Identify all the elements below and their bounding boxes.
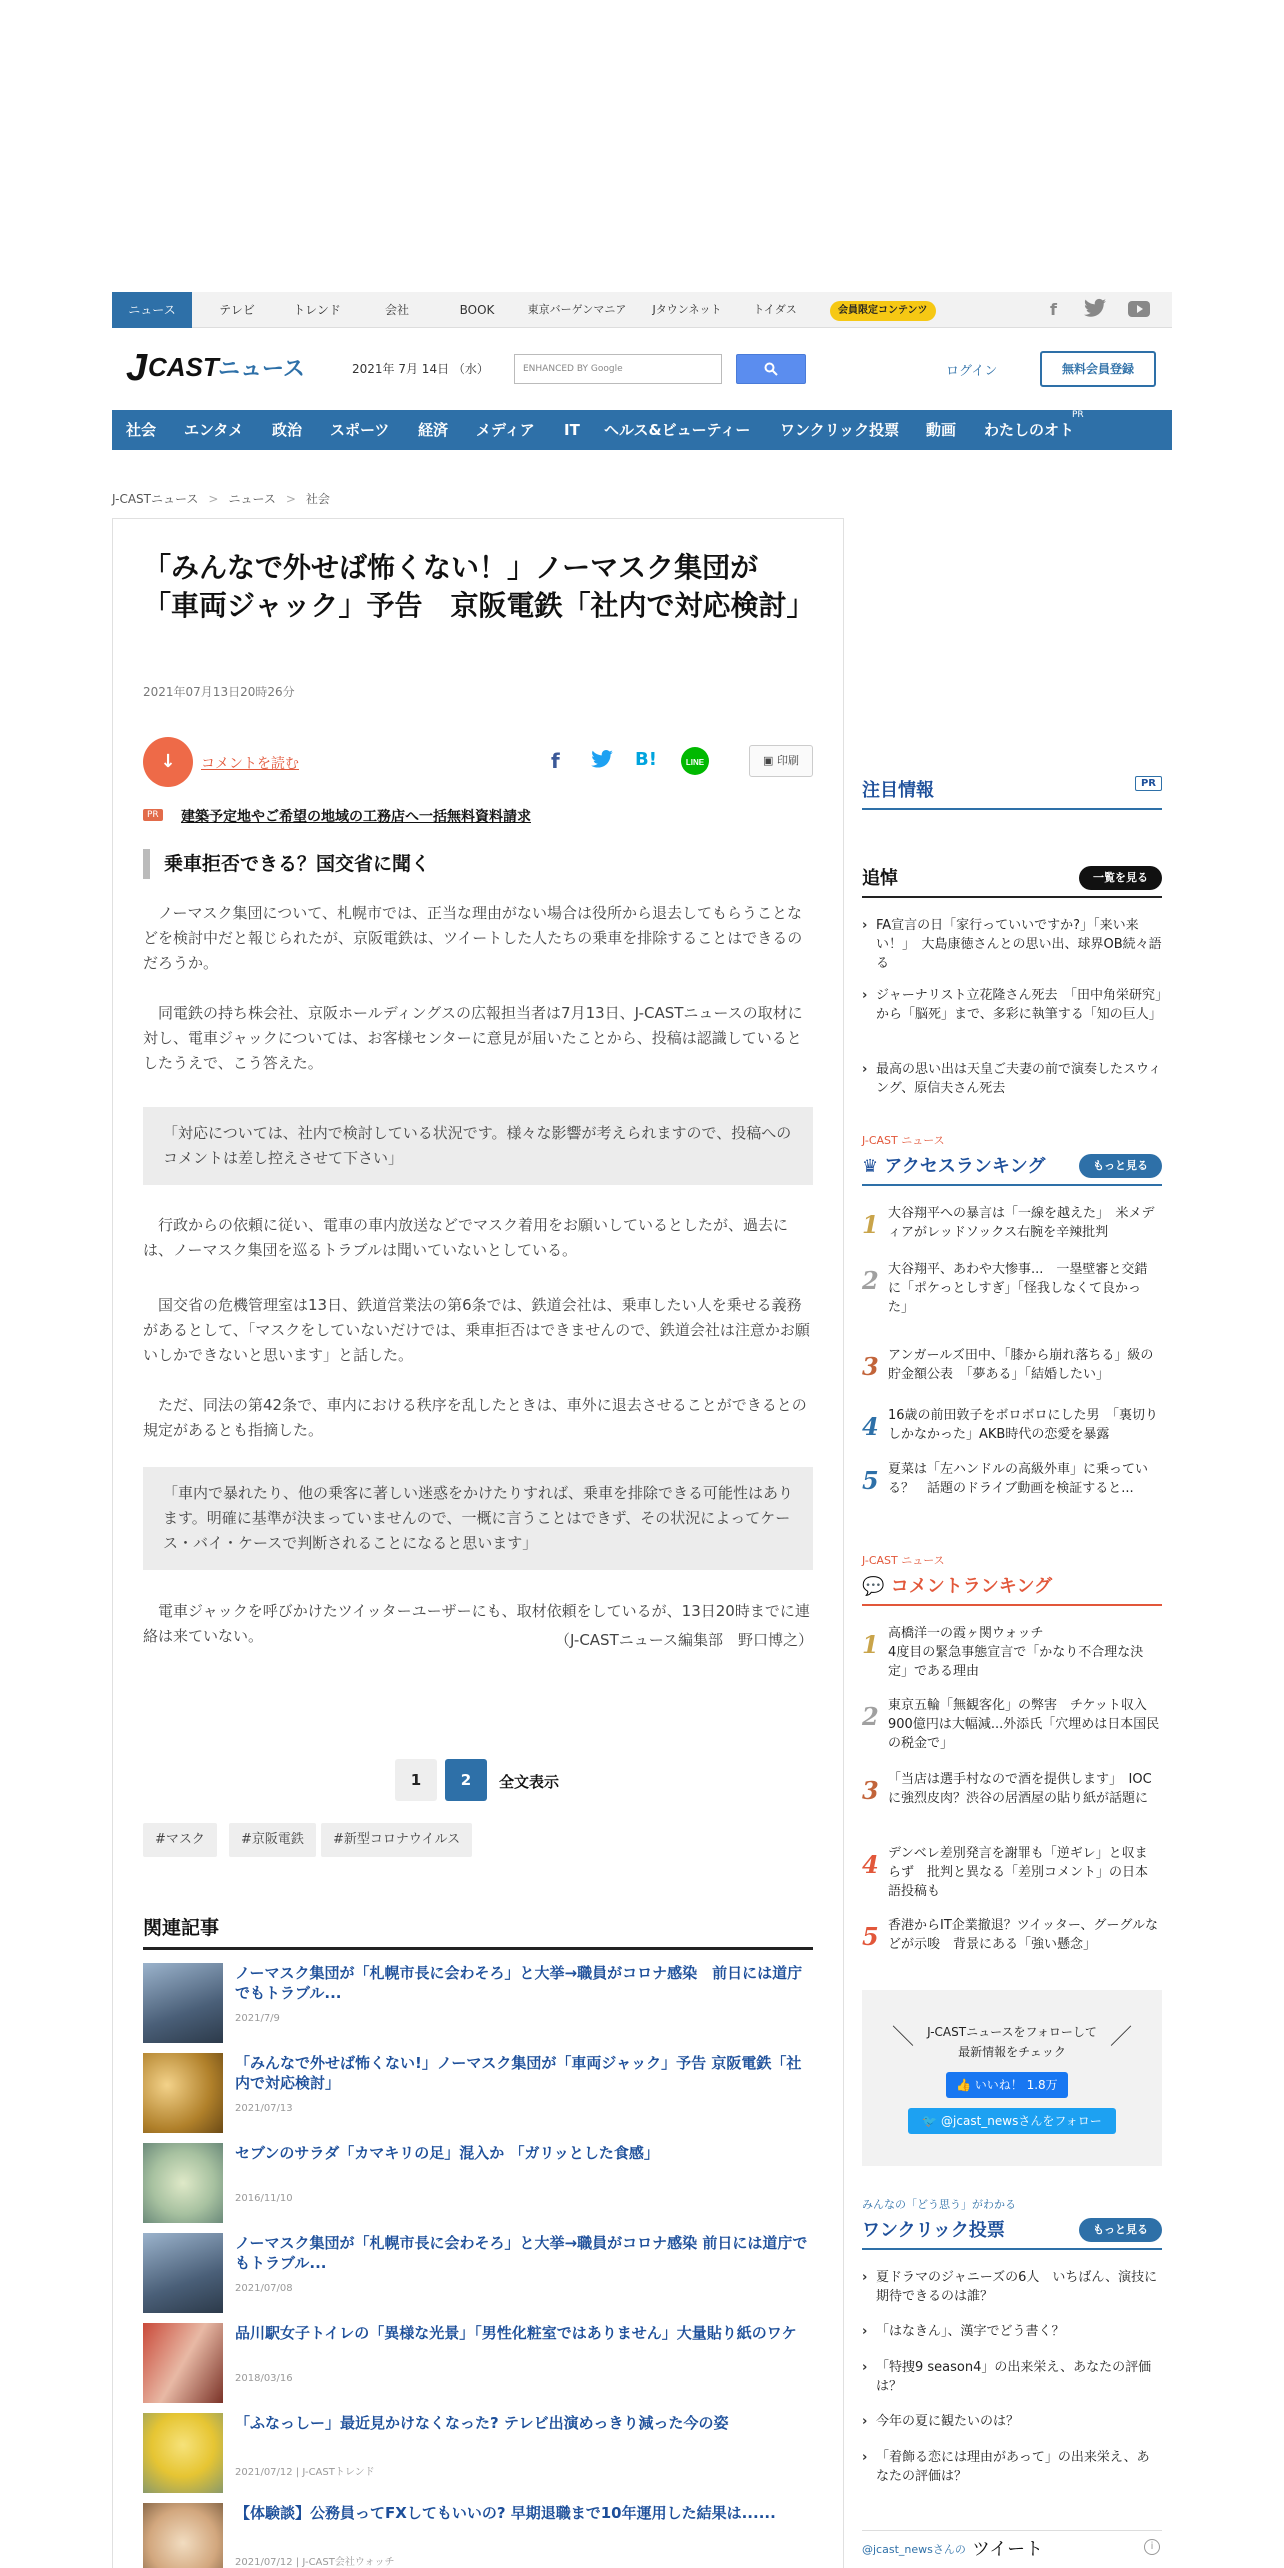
related-thumbnail	[143, 2323, 223, 2403]
rank-number: 3	[862, 1776, 879, 1805]
related-meta: 2021/07/12 | J-CAST会社ウォッチ	[235, 2557, 395, 2568]
login-link[interactable]: ログイン	[946, 364, 998, 379]
attention-pr-badge: PR	[1135, 776, 1162, 791]
quote-box: 「車内で暴れたり、他の乗客に著しい迷惑をかけたりすれば、乗車を排除できる可能性はあります。明確に基準が決まっていませんので、一概に言うことはできず、その状況によってケース・バイ・ケースで判断されることになると思います」	[143, 1467, 813, 1570]
breadcrumb-home[interactable]: J-CASTニュース	[112, 492, 199, 506]
share-facebook-icon[interactable]: f	[551, 749, 560, 773]
attention-header	[862, 776, 1162, 810]
breadcrumb-news[interactable]: ニュース	[228, 492, 276, 506]
byline: （J-CASTニュース編集部 野口博之）	[555, 1631, 813, 1649]
cat-media[interactable]: メディア	[476, 421, 535, 439]
vote-item[interactable]: › 「はなきん」、漢字でどう書く？	[862, 2322, 1162, 2341]
related-item[interactable]	[143, 2323, 813, 2405]
article-title: 「みんなで外せば怖くない！」ノーマスク集団が「車両ジャック」予告 京阪電鉄「社内で対応検討」	[143, 551, 815, 622]
top-tab-news[interactable]: ニュース	[112, 292, 192, 328]
related-thumbnail	[143, 2143, 223, 2223]
related-title[interactable]: 品川駅女子トイレの「異様な光景」「男性化粧室ではありません」大量貼り紙のワケ	[235, 2324, 797, 2342]
related-meta: 2021/07/12 | J-CASTトレンド	[235, 2467, 375, 2478]
rank-text[interactable]: 大谷翔平への暴言は「一線を越えた」 米メディアがレッドソックス右腕を辛辣批判	[888, 1206, 1155, 1240]
vote-more-button[interactable]: もっと見る	[1079, 2218, 1162, 2242]
follow-line1: J-CASTニュースをフォローして	[927, 2025, 1097, 2039]
vote-title: ワンクリック投票	[862, 2220, 1005, 2241]
rank-number: 1	[862, 1210, 879, 1239]
rank-text[interactable]: 東京五輪「無観客化」の弊害 チケット収入900億円は大幅減...外添氏「穴埋めは日本国民の税金で」	[888, 1698, 1160, 1751]
deco-slash-right: ／	[1109, 2025, 1132, 2050]
comment-source-label: J-CAST ニュース	[862, 1554, 945, 1567]
related-meta: 2016/11/10	[235, 2193, 293, 2204]
comment-rank-item[interactable]	[862, 1844, 1162, 1904]
member-content-pill[interactable]: 会員限定コンテンツ	[830, 301, 936, 321]
related-item[interactable]	[143, 2413, 813, 2495]
comment-rank-item[interactable]	[862, 1916, 1162, 1976]
rank-text[interactable]: 香港からIT企業撤退？ツイッター、グーグルなどが示唆 背景にある「強い懸念」	[888, 1918, 1158, 1952]
cat-health-beauty[interactable]: ヘルス&ビューティー	[604, 421, 751, 439]
related-item[interactable]	[143, 1963, 813, 2045]
related-title[interactable]: 【体験談】公務員ってFXしてもいいの? 早期退職まで10年運用した結果は......	[235, 2504, 776, 2522]
thumbs-up-icon: 👍	[956, 2078, 971, 2092]
related-meta: 2021/07/13	[235, 2103, 293, 2114]
rank-number: 4	[862, 1850, 879, 1879]
access-source-label: J-CAST ニュース	[862, 1134, 945, 1147]
vote-header	[862, 2216, 1162, 2250]
search-input[interactable]: ENHANCED BY Google	[514, 354, 722, 384]
nav-pr-label: PR	[1072, 410, 1084, 420]
access-more-button[interactable]: もっと見る	[1079, 1154, 1162, 1178]
vote-item[interactable]: › 夏ドラマのジャニーズの6人 いちばん、演技に期待できるのは誰？	[862, 2268, 1162, 2306]
page-1-button[interactable]: 1	[395, 1759, 437, 1801]
related-meta: 2021/07/08	[235, 2283, 293, 2294]
related-thumbnail	[143, 2503, 223, 2568]
top-tab-trend[interactable]: トレンド	[293, 303, 341, 317]
paragraph: 電車ジャックを呼びかけたツイッターユーザーにも、取材依頼をしているが、13日20時までに連絡は来ていない。	[143, 1602, 810, 1645]
rank-text[interactable]: 夏菜は「左ハンドルの高級外車」に乗っている？ 話題のドライブ動画を検証すると...	[888, 1462, 1149, 1496]
search-button[interactable]	[736, 354, 806, 384]
comment-icon[interactable]: ↓	[143, 737, 193, 787]
cat-watashi-no-oto[interactable]: わたしのオト	[984, 421, 1075, 439]
cat-politics[interactable]: 政治	[272, 421, 303, 439]
related-divider	[143, 1947, 813, 1950]
logo-cast: CAST	[148, 352, 219, 382]
related-thumbnail	[143, 1963, 223, 2043]
crown-icon: ♛	[862, 1156, 879, 1177]
vote-tagline: みんなの「どう思う」がわかる	[862, 2198, 1016, 2211]
comment-rank-item[interactable]	[862, 1624, 1162, 1684]
quote-box: 「対応については、社内で検討している状況です。様々な影響が考えられますので、投稿へのコメントは差し控えさせて下さい」	[143, 1107, 813, 1185]
rank-number: 2	[862, 1702, 879, 1731]
access-rank-item[interactable]	[862, 1260, 1162, 1320]
cat-sports[interactable]: スポーツ	[330, 421, 390, 439]
related-meta: 2018/03/16	[235, 2373, 293, 2384]
tweet-widget-header	[862, 2530, 1162, 2560]
cat-video[interactable]: 動画	[926, 421, 957, 439]
related-title[interactable]: 「みんなで外せば怖くない!」ノーマスク集団が「車両ジャック」予告 京阪電鉄「社内で対応検討」	[235, 2054, 802, 2092]
related-title[interactable]: 「ふなっしー」最近見かけなくなった? テレビ出演めっきり減った今の姿	[235, 2414, 729, 2432]
info-icon[interactable]: i	[1144, 2539, 1160, 2555]
rank-number: 4	[862, 1412, 879, 1441]
twitter-follow-label: @jcast_newsさんをフォロー	[941, 2114, 1102, 2128]
rank-text[interactable]: 大谷翔平、あわや大惨事... 一塁壁審と交錯に「ポケっとしすぎ」「怪我しなくて良かった」	[888, 1262, 1148, 1315]
print-label: 印刷	[776, 754, 799, 767]
youtube-icon[interactable]	[1128, 301, 1150, 321]
related-meta: 2021/7/9	[235, 2013, 280, 2024]
related-thumbnail	[143, 2413, 223, 2493]
article-date: 2021年07月13日20時26分	[143, 685, 295, 699]
access-rank-item[interactable]	[862, 1204, 1162, 1264]
related-item[interactable]	[143, 2053, 813, 2135]
related-item[interactable]	[143, 2503, 813, 2568]
article-card	[112, 518, 844, 2568]
related-title[interactable]: ノーマスク集団が「札幌市長に会わそろ」と大挙→職員がコロナ感染 前日には道庁でもトラブル...	[235, 2234, 808, 2272]
access-rank-item[interactable]	[862, 1406, 1162, 1466]
cat-society[interactable]: 社会	[126, 421, 157, 439]
rank-text[interactable]: 「当店は選手村なので酒を提供します」 IOCに強烈皮肉？渋谷の居酒屋の貼り紙が話題に	[888, 1772, 1152, 1806]
breadcrumb: J-CASTニュース > ニュース > 社会	[112, 492, 330, 506]
follow-box	[862, 1990, 1162, 2166]
twitter-bird-icon: 🐦	[922, 2114, 938, 2128]
share-twitter-icon[interactable]	[591, 749, 613, 773]
top-tab-toidas[interactable]: トイダス	[753, 303, 797, 316]
related-thumbnail	[143, 2233, 223, 2313]
top-utility-bar	[112, 292, 1172, 328]
tsuito-header	[862, 864, 1162, 898]
top-tab-book[interactable]: BOOK	[459, 303, 495, 317]
cat-one-click-vote[interactable]: ワンクリック投票	[780, 421, 900, 439]
read-comments-link[interactable]: コメントを読む	[201, 756, 299, 772]
tweet-label: ツイート	[972, 2539, 1044, 2560]
top-tab-jtown[interactable]: Jタウンネット	[652, 303, 722, 316]
share-line-icon[interactable]	[681, 747, 709, 780]
cat-entertainment[interactable]: エンタメ	[184, 421, 244, 439]
comment-ranking-header	[862, 1572, 1162, 1606]
show-full-text-link[interactable]: 全文表示	[499, 1773, 560, 1791]
rank-number: 5	[862, 1922, 879, 1951]
jcast-news-logo[interactable]	[126, 346, 316, 390]
facebook-icon[interactable]: f	[1050, 300, 1057, 319]
rank-number: 5	[862, 1466, 879, 1495]
register-button[interactable]: 無料会員登録	[1040, 351, 1156, 387]
related-thumbnail	[143, 2053, 223, 2133]
tsuito-item[interactable]: › 最高の思い出は天皇ご夫妻の前で演奏したスウィング、原信夫さん死去	[862, 1060, 1162, 1098]
twitter-icon[interactable]	[1084, 298, 1106, 322]
paragraph: ノーマスク集団について、札幌市では、正当な理由がない場合は役所から退去してもらうことなどを検討中だと報じられたが、京阪電鉄は、ツイートした人たちの乗車を排除することはできるのだろうか。	[143, 904, 803, 972]
cat-economy[interactable]: 経済	[418, 421, 449, 439]
related-item[interactable]	[143, 2143, 813, 2225]
page-2-button[interactable]: 2	[445, 1759, 487, 1801]
rank-text[interactable]: デンベレ差別発言を謝罪も「逆ギレ」と収まらず 批判と異なる「差別コメント」の日本語投稿も	[888, 1846, 1149, 1899]
related-title[interactable]: ノーマスク集団が「札幌市長に会わそろ」と大挙→職員がコロナ感染 前日には道庁でもトラブル...	[235, 1964, 803, 2002]
svg-text:LINE: LINE	[685, 758, 705, 767]
top-tab-company[interactable]: 会社	[384, 303, 409, 317]
breadcrumb-society[interactable]: 社会	[305, 492, 330, 506]
paragraph: ただ、同法の第42条で、車内における秩序を乱したときは、車外に退去させることができるとの規定があるとも指摘した。	[143, 1396, 807, 1439]
access-rank-item[interactable]	[862, 1346, 1162, 1406]
category-nav	[112, 410, 1172, 450]
printer-icon: ▣	[763, 754, 774, 767]
comment-rank-item[interactable]	[862, 1770, 1162, 1830]
rank-text[interactable]: 16歳の前田敦子をボロボロにした男 「裏切りしかなかった」AKB時代の恋愛を暴露	[888, 1408, 1159, 1442]
logo-news: ニュース	[218, 357, 305, 382]
cat-it[interactable]: IT	[564, 421, 580, 439]
access-ranking-title: アクセスランキング	[884, 1156, 1046, 1177]
rank-number: 2	[862, 1266, 879, 1295]
header-date: 2021年 7月 14日 （水）	[352, 362, 489, 376]
tsuito-title: 追悼	[862, 868, 898, 889]
speech-bubble-icon: 💬	[862, 1576, 885, 1597]
twitter-follow-button[interactable]	[908, 2108, 1116, 2134]
vote-item[interactable]: › 「特捜9 season4」の出来栄え、あなたの評価は？	[862, 2358, 1162, 2396]
related-title[interactable]: セブンのサラダ「カマキリの足」混入か 「ガリッとした食感」	[235, 2144, 659, 2162]
access-ranking-header	[862, 1152, 1162, 1186]
top-tab-tv[interactable]: テレビ	[219, 303, 255, 317]
top-tab-bargain[interactable]: 東京バーゲンマニア	[527, 303, 627, 316]
comment-ranking-title: コメントランキング	[890, 1576, 1053, 1597]
rank-text[interactable]: アンガールズ田中、「膝から崩れ落ちる」級の貯金額公表 「夢ある」「結婚したい」	[888, 1348, 1154, 1382]
tag-mask[interactable]: #マスク	[143, 1823, 217, 1857]
vote-item[interactable]: › 「着飾る恋には理由があって」の出来栄え、あなたの評価は？	[862, 2448, 1162, 2486]
tsuito-item[interactable]: › ジャーナリスト立花隆さん死去 「田中角栄研究」から「脳死」まで、多彩に執筆する「知の巨人」	[862, 986, 1162, 1024]
section-heading: 乗車拒否できる？国交省に聞く	[143, 849, 813, 879]
rank-text[interactable]: 高橋洋一の霞ヶ関ウォッチ 4度目の緊急事態宣言で「かなり不合理な決定」である理由	[888, 1626, 1144, 1679]
vote-item[interactable]: › 今年の夏に観たいのは？	[862, 2412, 1162, 2431]
tag-coronavirus[interactable]: #新型コロナウイルス	[321, 1823, 472, 1857]
logo-j: J	[126, 347, 148, 389]
tag-keihan[interactable]: #京阪電鉄	[229, 1823, 316, 1857]
paragraph: 同電鉄の持ち株会社、京阪ホールディングスの広報担当者は7月13日、J-CASTニュースの取材に対し、電車ジャックについては、お客様センターに意見が届いたことから、投稿は認識しているとしたうえで、こう答えた。	[143, 1004, 803, 1072]
deco-slash-left: ＼	[892, 2025, 915, 2050]
rank-number: 3	[862, 1352, 879, 1381]
related-item[interactable]	[143, 2233, 813, 2315]
rank-number: 1	[862, 1630, 879, 1659]
like-count: いいね！ 1.8万	[974, 2078, 1058, 2092]
access-rank-item[interactable]	[862, 1460, 1162, 1520]
pr-link[interactable]: 建築予定地やご希望の地域の工務店へ一括無料資料請求	[181, 809, 531, 825]
follow-line2: 最新情報をチェック	[958, 2045, 1066, 2059]
tsuito-item[interactable]: › FA宣言の日「家行っていいですか?」「来い来い！」 大島康徳さんとの思い出、球界OB続々語る	[862, 916, 1162, 973]
print-button[interactable]	[749, 745, 813, 777]
paragraph: 国交省の危機管理室は13日、鉄道営業法の第6条では、鉄道会社は、乗車したい人を乗せる義務があるとして、「マスクをしていないだけでは、乗車拒否はできませんので、鉄道会社は注意かお願いしかできないと思います」と話した。	[143, 1296, 810, 1364]
pr-badge: PR	[143, 809, 163, 821]
paragraph: 行政からの依頼に従い、電車の車内放送などでマスク着用をお願いしているとしたが、過去には、ノーマスク集団を巡るトラブルは聞いていないとしている。	[143, 1216, 789, 1259]
search-icon	[764, 362, 778, 376]
attention-title: 注目情報	[862, 780, 934, 801]
share-hatena-icon[interactable]: B!	[635, 749, 657, 770]
comment-rank-item[interactable]	[862, 1696, 1162, 1756]
facebook-like-button[interactable]	[946, 2072, 1068, 2098]
tsuito-more-button[interactable]: 一覧を見る	[1079, 866, 1162, 890]
related-articles-title: 関連記事	[143, 1917, 220, 1939]
tweet-handle[interactable]: @jcast_newsさんの	[862, 2543, 966, 2556]
